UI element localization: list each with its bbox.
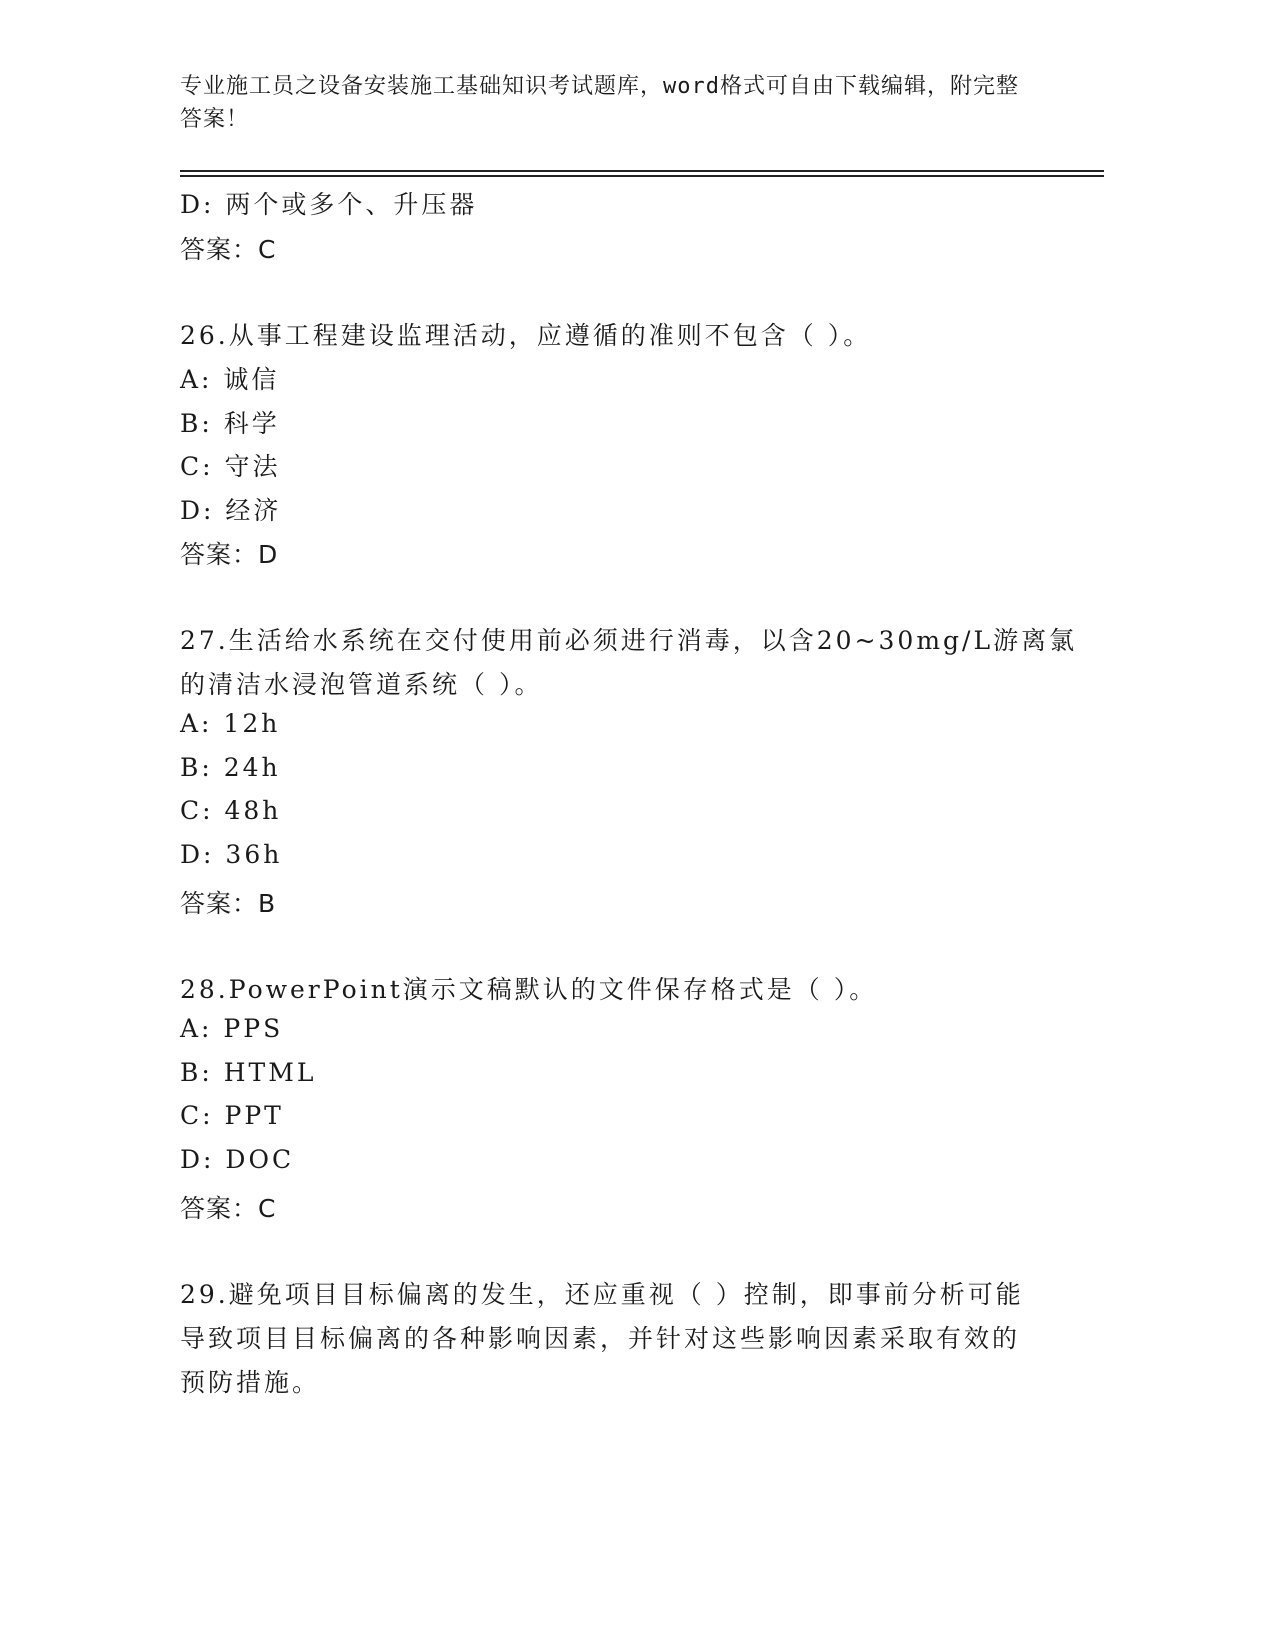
prev-answer: 答案：C — [180, 235, 277, 264]
q27-stem-line1: 27.生活给水系统在交付使用前必须进行消毒，以含20~30mg/L游离氯 — [180, 626, 1078, 655]
q26-stem: 26.从事工程建设监理活动，应遵循的准则不包含（ ）。 — [180, 321, 872, 350]
q26-option-c: C: 守法 — [180, 452, 281, 481]
q29-stem-line2: 导致项目目标偏离的各种影响因素，并针对这些影响因素采取有效的 — [180, 1324, 1021, 1353]
document-header: 专业施工员之设备安装施工基础知识考试题库，word格式可自由下载编辑，附完整答案！ — [180, 74, 1019, 132]
q26-answer: 答案：D — [180, 540, 279, 569]
q26-option-b: B: 科学 — [180, 409, 280, 438]
q26-option-a: A: 诚信 — [180, 365, 280, 394]
prev-option-d: D: 两个或多个、升压器 — [180, 190, 478, 219]
q27-option-c: C: 48h — [180, 796, 282, 825]
q28-option-c: C: PPT — [180, 1101, 284, 1130]
header-divider-bottom — [180, 175, 1104, 177]
q26-option-d: D: 经济 — [180, 496, 282, 525]
q27-answer: 答案：B — [180, 889, 277, 918]
q29-stem-line3: 预防措施。 — [180, 1368, 321, 1397]
q27-option-b: B: 24h — [180, 753, 281, 782]
q28-option-b: B: HTML — [180, 1058, 317, 1087]
q28-option-a: A: PPS — [180, 1014, 284, 1043]
q27-option-a: A: 12h — [180, 709, 281, 738]
q28-stem: 28.PowerPoint演示文稿默认的文件保存格式是（ ）。 — [180, 975, 878, 1004]
q28-answer: 答案：C — [180, 1194, 277, 1223]
q27-option-d: D: 36h — [180, 840, 283, 869]
q27-stem-line2: 的清洁水浸泡管道系统（ ）。 — [180, 670, 543, 699]
q29-stem-line1: 29.避免项目目标偏离的发生，还应重视（ ）控制，即事前分析可能 — [180, 1280, 1024, 1309]
header-divider-top — [180, 170, 1104, 172]
q28-option-d: D: DOC — [180, 1145, 295, 1174]
